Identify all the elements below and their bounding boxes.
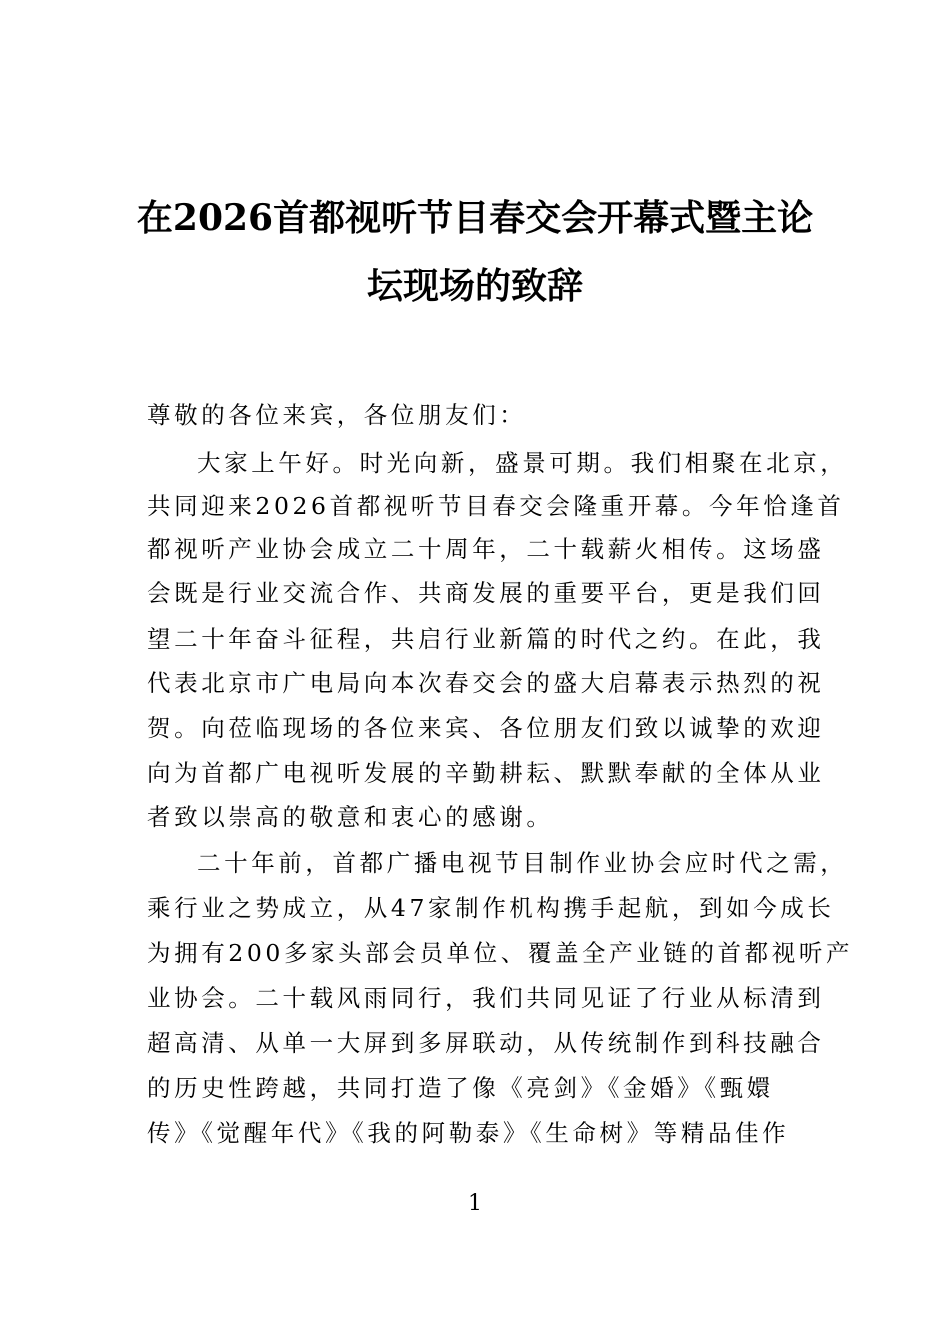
paragraph-1-line: 会既是行业交流合作、共商发展的重要平台，更是我们回: [147, 579, 825, 607]
paragraph-1-line: 都视听产业协会成立二十周年，二十载薪火相传。这场盛: [147, 535, 825, 563]
paragraph-2-line: 超高清、从单一大屏到多屏联动，从传统制作到科技融合: [147, 1029, 825, 1057]
paragraph-1-line: 者致以崇高的敬意和衷心的感谢。: [147, 803, 554, 831]
paragraph-2-line: 业协会。二十载风雨同行，我们共同见证了行业从标清到: [147, 984, 825, 1012]
paragraph-2-line: 二十年前，首都广播电视节目制作业协会应时代之需，: [197, 849, 848, 877]
paragraph-2-line: 为拥有200多家头部会员单位、覆盖全产业链的首都视听产: [147, 939, 854, 967]
paragraph-2-line: 的历史性跨越，共同打造了像《亮剑》《金婚》《甄嬛: [147, 1074, 774, 1102]
paragraph-1-line: 望二十年奋斗征程，共启行业新篇的时代之约。在此，我: [147, 625, 825, 653]
salutation: 尊敬的各位来宾，各位朋友们：: [147, 401, 527, 429]
paragraph-1-line: 代表北京市广电局向本次春交会的盛大启幕表示热烈的祝: [147, 669, 825, 697]
paragraph-1-line: 向为首都广电视听发展的辛勤耕耘、默默奉献的全体从业: [147, 759, 825, 787]
document-title-line-1: 在2026首都视听节目春交会开幕式暨主论: [136, 197, 814, 239]
paragraph-2-line: 乘行业之势成立，从47家制作机构携手起航，到如今成长: [147, 894, 835, 922]
paragraph-2-line: 传》《觉醒年代》《我的阿勒泰》《生命树》等精品佳作: [147, 1119, 790, 1147]
document-title-line-2: 坛现场的致辞: [366, 265, 583, 307]
paragraph-1-line: 共同迎来2026首都视听节目春交会隆重开幕。今年恰逢首: [147, 492, 845, 520]
paragraph-1-line: 大家上午好。时光向新，盛景可期。我们相聚在北京，: [197, 449, 848, 477]
page-number: 1: [468, 1191, 482, 1216]
paragraph-1-line: 贺。向莅临现场的各位来宾、各位朋友们致以诚挚的欢迎: [147, 714, 825, 742]
